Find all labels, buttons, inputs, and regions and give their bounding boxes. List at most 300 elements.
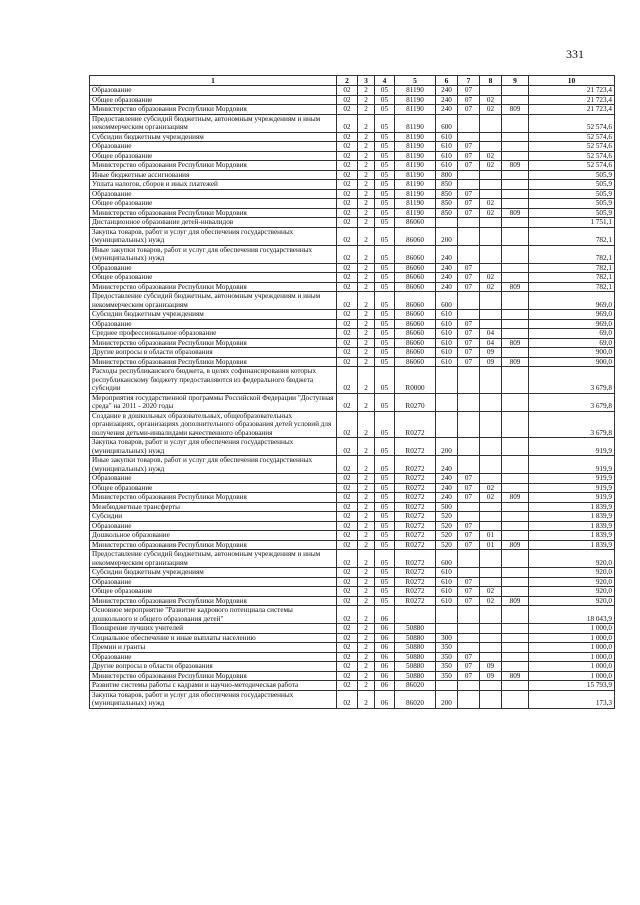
target-code-cell: 81190 xyxy=(395,189,436,199)
subsection-cell xyxy=(480,180,502,190)
subprogram-cell: 2 xyxy=(358,170,375,180)
name-cell: Министерство образования Республики Мордовия xyxy=(90,105,337,115)
subsection-cell xyxy=(480,170,502,180)
name-cell: Образование xyxy=(90,319,337,329)
section-code-cell: 02 xyxy=(337,208,358,218)
chapter-cell xyxy=(458,681,480,691)
section-code-cell: 02 xyxy=(337,319,358,329)
amount-cell: 919,9 xyxy=(529,483,615,493)
section-code-cell: 02 xyxy=(337,550,358,568)
amount-cell: 920,0 xyxy=(529,568,615,578)
target-code-cell: R0270 xyxy=(395,393,436,411)
table-row xyxy=(90,456,615,474)
section-code-cell: 02 xyxy=(337,357,358,367)
section-code-cell: 02 xyxy=(337,263,358,273)
name-cell: Закупка товаров, работ и услуг для обеспечения государственных (муниципальных) нужд xyxy=(90,227,337,245)
subsection-cell xyxy=(480,681,502,691)
ministry-code-cell xyxy=(502,292,529,310)
target-code-cell: 50880 xyxy=(395,633,436,643)
ministry-code-cell xyxy=(502,633,529,643)
chapter-cell: 07 xyxy=(458,521,480,531)
event-cell: 05 xyxy=(375,189,395,199)
table-row xyxy=(90,438,615,456)
table-row xyxy=(90,681,615,691)
ministry-code-cell: 809 xyxy=(502,282,529,292)
chapter-cell: 07 xyxy=(458,161,480,171)
ministry-code-cell xyxy=(502,550,529,568)
ministry-code-cell xyxy=(502,310,529,320)
expense-type-cell: 240 xyxy=(436,282,458,292)
name-cell: Другие вопросы в области образования xyxy=(90,348,337,358)
section-code-cell: 02 xyxy=(337,329,358,339)
expense-type-cell: 500 xyxy=(436,502,458,512)
section-code-cell: 02 xyxy=(337,577,358,587)
ministry-code-cell: 809 xyxy=(502,105,529,115)
subprogram-cell: 2 xyxy=(358,531,375,541)
chapter-cell: 07 xyxy=(458,671,480,681)
target-code-cell: 81190 xyxy=(395,86,436,96)
expense-type-cell: 850 xyxy=(436,199,458,209)
target-code-cell: 50880 xyxy=(395,643,436,653)
amount-cell: 69,0 xyxy=(529,329,615,339)
target-code-cell: R0272 xyxy=(395,587,436,597)
expense-type-cell: 850 xyxy=(436,189,458,199)
section-code-cell: 02 xyxy=(337,587,358,597)
amount-cell: 969,0 xyxy=(529,292,615,310)
target-code-cell: 81190 xyxy=(395,208,436,218)
event-cell: 05 xyxy=(375,142,395,152)
event-cell: 06 xyxy=(375,681,395,691)
target-code-cell: 86020 xyxy=(395,681,436,691)
amount-cell: 21 723,4 xyxy=(529,86,615,96)
amount-cell: 1 000,0 xyxy=(529,633,615,643)
table-row xyxy=(90,189,615,199)
expense-type-cell: 520 xyxy=(436,540,458,550)
ministry-code-cell xyxy=(502,348,529,358)
expense-type-cell xyxy=(436,606,458,624)
name-cell: Социальное обеспечение и иные выплаты населению xyxy=(90,633,337,643)
amount-cell: 505,9 xyxy=(529,208,615,218)
section-code-cell: 02 xyxy=(337,456,358,474)
expense-type-cell: 200 xyxy=(436,227,458,245)
chapter-cell: 07 xyxy=(458,329,480,339)
subprogram-cell: 2 xyxy=(358,227,375,245)
amount-cell: 920,0 xyxy=(529,550,615,568)
subsection-cell: 02 xyxy=(480,151,502,161)
table-row xyxy=(90,483,615,493)
amount-cell: 1 839,9 xyxy=(529,512,615,522)
subsection-cell: 01 xyxy=(480,540,502,550)
section-code-cell: 02 xyxy=(337,151,358,161)
subprogram-cell: 2 xyxy=(358,540,375,550)
subsection-cell xyxy=(480,606,502,624)
name-cell: Образование xyxy=(90,189,337,199)
amount-cell: 900,0 xyxy=(529,357,615,367)
event-cell: 05 xyxy=(375,263,395,273)
expense-type-cell: 240 xyxy=(436,245,458,263)
subsection-cell xyxy=(480,227,502,245)
target-code-cell: 86060 xyxy=(395,282,436,292)
name-cell: Иные закупки товаров, работ и услуг для обеспечения государственных (муниципальных) нужд xyxy=(90,456,337,474)
name-cell: Иные бюджетные ассигнования xyxy=(90,170,337,180)
target-code-cell: R0272 xyxy=(395,502,436,512)
table-row xyxy=(90,338,615,348)
event-cell: 05 xyxy=(375,292,395,310)
chapter-cell xyxy=(458,132,480,142)
amount-cell: 3 679,8 xyxy=(529,393,615,411)
amount-cell: 21 723,4 xyxy=(529,95,615,105)
subprogram-cell: 2 xyxy=(358,95,375,105)
name-cell: Предоставление субсидий бюджетным, автономным учреждениям и иным некоммерческим организациям xyxy=(90,292,337,310)
event-cell: 05 xyxy=(375,208,395,218)
expense-type-cell: 610 xyxy=(436,348,458,358)
table-row xyxy=(90,319,615,329)
chapter-cell: 07 xyxy=(458,577,480,587)
name-cell: Расходы республиканского бюджета, в целях софинансирования которых республиканскому бюджету предоставляются из федерального бюджета субсидии xyxy=(90,367,337,394)
chapter-cell: 07 xyxy=(458,199,480,209)
subprogram-cell: 2 xyxy=(358,662,375,672)
chapter-cell: 07 xyxy=(458,652,480,662)
event-cell: 05 xyxy=(375,199,395,209)
subprogram-cell: 2 xyxy=(358,652,375,662)
target-code-cell: 86060 xyxy=(395,319,436,329)
section-code-cell: 02 xyxy=(337,367,358,394)
amount-cell: 782,1 xyxy=(529,273,615,283)
amount-cell: 900,0 xyxy=(529,348,615,358)
target-code-cell: 86060 xyxy=(395,292,436,310)
ministry-code-cell xyxy=(502,263,529,273)
event-cell: 05 xyxy=(375,393,395,411)
section-code-cell: 02 xyxy=(337,633,358,643)
ministry-code-cell: 809 xyxy=(502,596,529,606)
section-code-cell: 02 xyxy=(337,624,358,634)
event-cell: 05 xyxy=(375,367,395,394)
target-code-cell: 50880 xyxy=(395,624,436,634)
expense-type-cell: 610 xyxy=(436,587,458,597)
chapter-cell: 07 xyxy=(458,189,480,199)
subprogram-cell: 2 xyxy=(358,329,375,339)
event-cell: 05 xyxy=(375,411,395,438)
subprogram-cell: 2 xyxy=(358,493,375,503)
amount-cell: 15 793,9 xyxy=(529,681,615,691)
target-code-cell: 50880 xyxy=(395,662,436,672)
chapter-cell xyxy=(458,438,480,456)
subprogram-cell: 2 xyxy=(358,521,375,531)
subsection-cell xyxy=(480,310,502,320)
section-code-cell: 02 xyxy=(337,180,358,190)
name-cell: Закупка товаров, работ и услуг для обеспечения государственных (муниципальных) нужд xyxy=(90,438,337,456)
table-row xyxy=(90,606,615,624)
ministry-code-cell xyxy=(502,151,529,161)
amount-cell: 920,0 xyxy=(529,577,615,587)
amount-cell: 173,3 xyxy=(529,690,615,708)
target-code-cell: 86060 xyxy=(395,245,436,263)
chapter-cell xyxy=(458,456,480,474)
subprogram-cell: 2 xyxy=(358,502,375,512)
name-cell: Министерство образования Республики Мордовия xyxy=(90,671,337,681)
chapter-cell: 07 xyxy=(458,282,480,292)
amount-cell: 919,9 xyxy=(529,493,615,503)
target-code-cell: R0272 xyxy=(395,521,436,531)
subprogram-cell: 2 xyxy=(358,151,375,161)
name-cell: Другие вопросы в области образования xyxy=(90,662,337,672)
amount-cell: 920,0 xyxy=(529,587,615,597)
target-code-cell: R0272 xyxy=(395,483,436,493)
section-code-cell: 02 xyxy=(337,540,358,550)
table-row xyxy=(90,282,615,292)
subsection-cell xyxy=(480,411,502,438)
table-row xyxy=(90,690,615,708)
event-cell: 05 xyxy=(375,86,395,96)
amount-cell: 969,0 xyxy=(529,310,615,320)
target-code-cell: R0272 xyxy=(395,550,436,568)
subprogram-cell: 2 xyxy=(358,292,375,310)
amount-cell: 18 043,9 xyxy=(529,606,615,624)
target-code-cell: 86060 xyxy=(395,310,436,320)
ministry-code-cell xyxy=(502,142,529,152)
header-cell: 7 xyxy=(458,76,480,86)
ministry-code-cell xyxy=(502,624,529,634)
expense-type-cell: 240 xyxy=(436,86,458,96)
subsection-cell xyxy=(480,633,502,643)
subprogram-cell: 2 xyxy=(358,208,375,218)
name-cell: Министерство образования Республики Мордовия xyxy=(90,338,337,348)
subsection-cell xyxy=(480,367,502,394)
event-cell: 05 xyxy=(375,483,395,493)
section-code-cell: 02 xyxy=(337,95,358,105)
name-cell: Образование xyxy=(90,142,337,152)
table-row xyxy=(90,170,615,180)
subsection-cell xyxy=(480,643,502,653)
amount-cell: 1 000,0 xyxy=(529,652,615,662)
ministry-code-cell: 809 xyxy=(502,540,529,550)
event-cell: 06 xyxy=(375,606,395,624)
expense-type-cell: 610 xyxy=(436,151,458,161)
target-code-cell: 81190 xyxy=(395,142,436,152)
name-cell: Субсидии бюджетным учреждениям xyxy=(90,132,337,142)
ministry-code-cell xyxy=(502,474,529,484)
amount-cell: 69,0 xyxy=(529,338,615,348)
ministry-code-cell xyxy=(502,180,529,190)
event-cell: 05 xyxy=(375,577,395,587)
subsection-cell: 02 xyxy=(480,105,502,115)
subprogram-cell: 2 xyxy=(358,606,375,624)
event-cell: 05 xyxy=(375,587,395,597)
table-row xyxy=(90,587,615,597)
ministry-code-cell xyxy=(502,218,529,228)
expense-type-cell: 610 xyxy=(436,596,458,606)
header-cell: 10 xyxy=(529,76,615,86)
expense-type-cell: 350 xyxy=(436,643,458,653)
ministry-code-cell: 809 xyxy=(502,671,529,681)
subprogram-cell: 2 xyxy=(358,474,375,484)
target-code-cell: 50880 xyxy=(395,652,436,662)
chapter-cell: 07 xyxy=(458,273,480,283)
chapter-cell xyxy=(458,411,480,438)
name-cell: Мероприятия государственной программы Российской Федерации "Доступная среда" на 2011 - 2020 годы xyxy=(90,393,337,411)
subsection-cell: 02 xyxy=(480,596,502,606)
chapter-cell xyxy=(458,367,480,394)
target-code-cell: 81190 xyxy=(395,161,436,171)
section-code-cell: 02 xyxy=(337,292,358,310)
subprogram-cell: 2 xyxy=(358,114,375,132)
chapter-cell: 07 xyxy=(458,338,480,348)
event-cell: 05 xyxy=(375,132,395,142)
subsection-cell: 09 xyxy=(480,357,502,367)
event-cell: 05 xyxy=(375,114,395,132)
section-code-cell: 02 xyxy=(337,493,358,503)
subprogram-cell: 2 xyxy=(358,245,375,263)
subsection-cell: 02 xyxy=(480,587,502,597)
event-cell: 05 xyxy=(375,456,395,474)
ministry-code-cell xyxy=(502,662,529,672)
table-row xyxy=(90,512,615,522)
header-cell: 9 xyxy=(502,76,529,86)
table-row xyxy=(90,521,615,531)
ministry-code-cell: 809 xyxy=(502,161,529,171)
target-code-cell: R0272 xyxy=(395,531,436,541)
name-cell: Образование xyxy=(90,521,337,531)
subsection-cell xyxy=(480,393,502,411)
chapter-cell: 07 xyxy=(458,86,480,96)
chapter-cell: 07 xyxy=(458,348,480,358)
table-row xyxy=(90,662,615,672)
expense-type-cell: 610 xyxy=(436,142,458,152)
subsection-cell xyxy=(480,142,502,152)
section-code-cell: 02 xyxy=(337,338,358,348)
expense-type-cell: 850 xyxy=(436,208,458,218)
section-code-cell: 02 xyxy=(337,170,358,180)
section-code-cell: 02 xyxy=(337,662,358,672)
header-cell: 1 xyxy=(90,76,337,86)
table-row xyxy=(90,114,615,132)
amount-cell: 782,1 xyxy=(529,263,615,273)
table-row xyxy=(90,633,615,643)
name-cell: Дошкольное образование xyxy=(90,531,337,541)
name-cell: Основное мероприятие "Развитие кадрового потенциала системы дошкольного и общего образования детей" xyxy=(90,606,337,624)
section-code-cell: 02 xyxy=(337,199,358,209)
event-cell: 05 xyxy=(375,95,395,105)
subsection-cell: 02 xyxy=(480,282,502,292)
subsection-cell xyxy=(480,438,502,456)
amount-cell: 52 574,6 xyxy=(529,151,615,161)
subprogram-cell: 2 xyxy=(358,161,375,171)
subsection-cell xyxy=(480,218,502,228)
expense-type-cell: 610 xyxy=(436,568,458,578)
section-code-cell: 02 xyxy=(337,521,358,531)
amount-cell: 919,9 xyxy=(529,474,615,484)
page-number: 331 xyxy=(566,47,584,61)
name-cell: Создание в дошкольных образовательных, общеобразовательных организациях, организациях дополнительного образования детей условий для получения детьми-инвалидами качественного образования xyxy=(90,411,337,438)
subprogram-cell: 2 xyxy=(358,633,375,643)
expense-type-cell: 600 xyxy=(436,550,458,568)
ministry-code-cell xyxy=(502,245,529,263)
expense-type-cell xyxy=(436,411,458,438)
ministry-code-cell xyxy=(502,587,529,597)
table-row xyxy=(90,180,615,190)
expense-type-cell: 600 xyxy=(436,114,458,132)
event-cell: 05 xyxy=(375,493,395,503)
event-cell: 05 xyxy=(375,521,395,531)
ministry-code-cell xyxy=(502,227,529,245)
name-cell: Министерство образования Республики Мордовия xyxy=(90,208,337,218)
event-cell: 05 xyxy=(375,596,395,606)
name-cell: Иные закупки товаров, работ и услуг для обеспечения государственных (муниципальных) нужд xyxy=(90,245,337,263)
section-code-cell: 02 xyxy=(337,652,358,662)
name-cell: Субсидии xyxy=(90,512,337,522)
table-row xyxy=(90,273,615,283)
subsection-cell xyxy=(480,456,502,474)
subprogram-cell: 2 xyxy=(358,411,375,438)
table-row xyxy=(90,151,615,161)
subprogram-cell: 2 xyxy=(358,367,375,394)
chapter-cell xyxy=(458,218,480,228)
ministry-code-cell xyxy=(502,86,529,96)
target-code-cell: R0272 xyxy=(395,568,436,578)
chapter-cell xyxy=(458,502,480,512)
chapter-cell xyxy=(458,512,480,522)
table-row xyxy=(90,86,615,96)
name-cell: Министерство образования Республики Мордовия xyxy=(90,282,337,292)
header-cell: 2 xyxy=(337,76,358,86)
table-row xyxy=(90,310,615,320)
table-row xyxy=(90,357,615,367)
expense-type-cell: 600 xyxy=(436,292,458,310)
chapter-cell xyxy=(458,310,480,320)
expense-type-cell: 610 xyxy=(436,357,458,367)
chapter-cell: 07 xyxy=(458,319,480,329)
subsection-cell: 09 xyxy=(480,662,502,672)
subsection-cell: 09 xyxy=(480,348,502,358)
expense-type-cell: 800 xyxy=(436,170,458,180)
ministry-code-cell xyxy=(502,319,529,329)
target-code-cell: R0272 xyxy=(395,456,436,474)
name-cell: Министерство образования Республики Мордовия xyxy=(90,161,337,171)
chapter-cell: 07 xyxy=(458,483,480,493)
expense-type-cell xyxy=(436,393,458,411)
amount-cell: 782,1 xyxy=(529,282,615,292)
event-cell: 06 xyxy=(375,690,395,708)
amount-cell: 505,9 xyxy=(529,199,615,209)
amount-cell: 1 839,9 xyxy=(529,540,615,550)
chapter-cell: 07 xyxy=(458,531,480,541)
event-cell: 06 xyxy=(375,662,395,672)
subprogram-cell: 2 xyxy=(358,357,375,367)
expense-type-cell: 350 xyxy=(436,662,458,672)
header-cell: 5 xyxy=(395,76,436,86)
name-cell: Общее образование xyxy=(90,151,337,161)
section-code-cell: 02 xyxy=(337,86,358,96)
section-code-cell: 02 xyxy=(337,161,358,171)
event-cell: 06 xyxy=(375,643,395,653)
chapter-cell xyxy=(458,114,480,132)
event-cell: 05 xyxy=(375,329,395,339)
event-cell: 05 xyxy=(375,357,395,367)
expense-type-cell: 520 xyxy=(436,512,458,522)
subsection-cell xyxy=(480,132,502,142)
table-row xyxy=(90,292,615,310)
name-cell: Межбюджетные трансферты xyxy=(90,502,337,512)
expense-type-cell: 240 xyxy=(436,493,458,503)
name-cell: Образование xyxy=(90,263,337,273)
ministry-code-cell xyxy=(502,367,529,394)
chapter-cell: 07 xyxy=(458,208,480,218)
target-code-cell: R0272 xyxy=(395,438,436,456)
section-code-cell: 02 xyxy=(337,310,358,320)
chapter-cell: 07 xyxy=(458,95,480,105)
table-row xyxy=(90,263,615,273)
event-cell: 05 xyxy=(375,105,395,115)
